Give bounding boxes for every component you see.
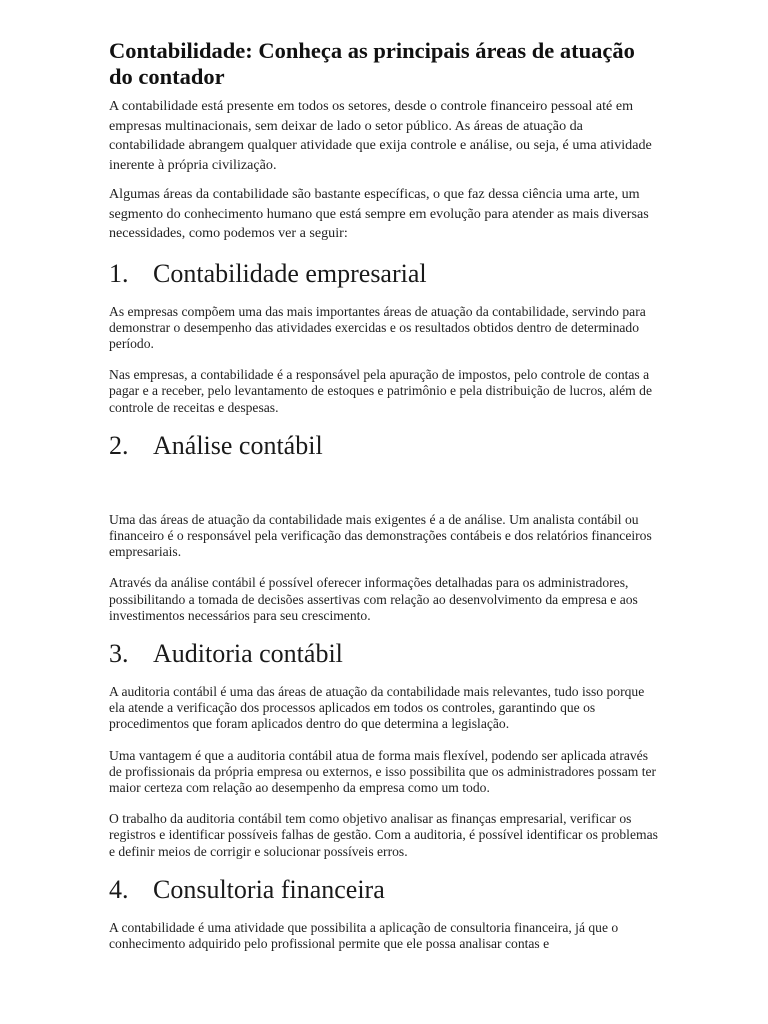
section-paragraph: As empresas compõem uma das mais importantes áreas de atuação da contabilidade, servindo para demonstrar o desempenho das atividades exercidas e os resultados obtidos dentro de determinado período. — [109, 303, 646, 351]
document-page — [109, 38, 661, 952]
section-paragraph: Nas empresas, a contabilidade é a responsável pela apuração de impostos, pelo controle de contas a pagar e a receber, pelo levantamento de estoques e patrimônio e pela distribuição de lucros, além de controle de receitas e despesas. — [109, 367, 652, 415]
document-title: Contabilidade: Conheça as principais áreas de atuação do contador — [109, 38, 635, 89]
section-paragraph: A contabilidade é uma atividade que possibilita a aplicação de consultoria financeira, já que o conhecimento adquirido pelo profissional permite que ele possa analisar contas e — [109, 919, 619, 951]
section-auditoria-contabil — [109, 639, 661, 860]
section-paragraph: O trabalho da auditoria contábil tem como objetivo analisar as finanças empresarial, verificar os registros e identificar possíveis falhas de gestão. Com a auditoria, é possível identificar os problemas e definir meios de corrigir e solucionar possíveis erros. — [109, 811, 658, 859]
section-paragraph: Uma das áreas de atuação da contabilidade mais exigentes é a de análise. Um analista contábil ou financeiro é o responsável pela verificação das demonstrações contábeis e dos relatórios financeiros empresariais. — [109, 511, 652, 560]
section-paragraph: Uma vantagem é que a auditoria contábil atua de forma mais flexível, podendo ser aplicada através de profissionais da própria empresa ou externos, e isso possibilita que os administradores possam ter maior certeza com relação ao desempenho da empresa como um todo. — [109, 747, 657, 795]
section-heading — [109, 639, 661, 669]
section-number: 4. — [109, 874, 129, 904]
section-number: 3. — [109, 638, 129, 668]
intro — [109, 97, 661, 244]
section-title: Consultoria financeira — [153, 874, 385, 904]
section-consultoria-financeira — [109, 875, 661, 952]
section-heading — [109, 875, 661, 905]
section-analise-contabil — [109, 431, 661, 624]
section-paragraph: A auditoria contábil é uma das áreas de atuação da contabilidade mais relevantes, tudo isso porque ela atende a verificação dos processos aplicados em todos os controles, garantindo que os procedimentos que foram aplicados dentro do que determina a legislação. — [109, 683, 645, 732]
intro-paragraph: Algumas áreas da contabilidade são bastante específicas, o que faz dessa ciência uma arte, um segmento do conhecimento humano que está sempre em evolução para atender as mais diversas necessidades, como podemos ver a seguir: — [109, 186, 649, 241]
section-title: Contabilidade empresarial — [153, 258, 427, 288]
section-heading — [109, 259, 661, 289]
section-contabilidade-empresarial — [109, 259, 661, 416]
section-title: Análise contábil — [153, 430, 323, 460]
section-paragraph: Através da análise contábil é possível oferecer informações detalhadas para os administradores, possibilitando a tomada de decisões assertivas com relação ao desenvolvimento da empresa e aos investimentos necessários para seu crescimento. — [109, 575, 638, 623]
section-title: Auditoria contábil — [153, 638, 343, 668]
section-heading — [109, 431, 661, 461]
section-number: 1. — [109, 258, 129, 288]
section-number: 2. — [109, 430, 129, 460]
intro-paragraph: A contabilidade está presente em todos os setores, desde o controle financeiro pessoal até em empresas multinacionais, sem deixar de lado o setor público. As áreas de atuação da contabilidade abrangem qualquer atividade que exija controle e análise, ou seja, é uma atividade inerente à própria civilização. — [109, 98, 652, 173]
